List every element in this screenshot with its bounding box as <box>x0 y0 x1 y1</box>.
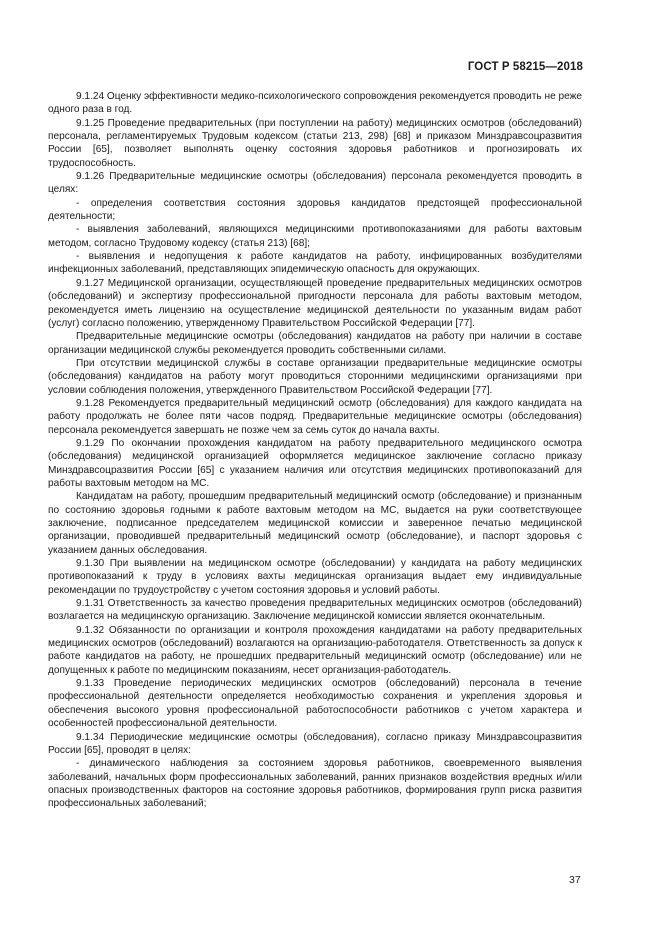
paragraph: 9.1.30 При выявлении на медицинском осмотре (обследовании) у кандидата на работу медицинских противопоказаний к труду в условиях вахты медицинская организация выдает ему индивидуальные рекомендации по трудоустройству с учетом состояния здоровья и условий работы. <box>48 558 582 596</box>
page-number: 37 <box>569 874 581 886</box>
paragraph: 9.1.31 Ответственность за качество проведения предварительных медицинских осмотров (обследований) возлагается на медицинскую организацию. Заключение медицинской комиссии является окончательным. <box>48 598 582 623</box>
list-item: - выявления и недопущения к работе кандидатов на работу, инфицированных возбудителями инфекционных заболеваний, представляющих эпидемическую опасность для окружающих. <box>48 251 582 276</box>
paragraph: 9.1.26 Предварительные медицинские осмотры (обследования) персонала рекомендуется проводить в целях: <box>48 171 582 196</box>
list-item: - динамического наблюдения за состоянием здоровья работников, своевременного выявления заболеваний, начальных форм профессиональных заболеваний, ранних признаков воздействия вредных и/или опасных производственных факторов на состояние здоровья работников, формирования групп риска развития профессиональных заболеваний; <box>48 758 582 810</box>
paragraph: Кандидатам на работу, прошедшим предварительный медицинский осмотр (обследование) и признанным по состоянию здоровья годными к работе вахтовым методом на МС, выдается на руки соответствующее заключение, подписанное председателем медицинской комиссии и заверенное печатью медицинской организации, проводившей предварительный медицинский осмотр (обследование), и паспорт здоровья с указанием данных обследования. <box>48 491 582 556</box>
paragraph: Предварительные медицинские осмотры (обследования) кандидатов на работу при наличии в составе организации медицинской службы рекомендуется проводить собственными силами. <box>48 331 582 356</box>
list-item: - выявления заболеваний, являющихся медицинскими противопоказаниями для работы вахтовым методом, согласно Трудовому кодексу (статья 213) [68]; <box>48 224 582 249</box>
paragraph: 9.1.27 Медицинской организации, осуществляющей проведение предварительных медицинских осмотров (обследований) и экспертизу профессиональной пригодности персонала для работы вахтовым методом, рекомендуется иметь лицензию на осуществление медицинской деятельности по указанным видам работ (услуг) согласно положению, утвержденному Правительством Российской Федерации [77]. <box>48 277 582 329</box>
paragraph: 9.1.32 Обязанности по организации и контроля прохождения кандидатами на работу предварительных медицинских осмотров (обследований) возлагаются на организацию-работодателя. Ответственность за допуск к работе кандидатов на работу, не прошедших предварительный медицинский осмотр (обследование) или не допущенных к работе по медицинским показаниям, несет организация-работодатель. <box>48 624 582 676</box>
document-body <box>48 90 582 811</box>
paragraph: 9.1.29 По окончании прохождения кандидатом на работу предварительного медицинского осмотра (обследования) медицинской организацией оформляется медицинское заключение согласно приказу Минздравсоцразвития России [65] с указанием наличия или отсутствия медицинских противопоказаний для работы вахтовым методом на МС. <box>48 437 582 489</box>
paragraph: 9.1.34 Периодические медицинские осмотры (обследования), согласно приказу Минздравсоцразвития России [65], проводят в целях: <box>48 731 582 756</box>
document-header: ГОСТ Р 58215—2018 <box>467 61 583 73</box>
paragraph: 9.1.24 Оценку эффективности медико-психологического сопровождения рекомендуется проводить не реже одного раза в год. <box>48 91 582 116</box>
paragraph: 9.1.33 Проведение периодических медицинских осмотров (обследований) персонала в течение профессиональной деятельности определяется необходимостью сохранения и укрепления здоровья и обеспечения высокого уровня профессиональной работоспособности работников с учетом характера и особенностей профессиональной деятельности. <box>48 678 582 730</box>
paragraph: При отсутствии медицинской службы в составе организации предварительные медицинские осмотры (обследования) кандидатов на работу могут проводиться сторонними медицинскими организациями при условии соблюдения положения, утвержденного Правительством Российской Федерации [77]. <box>48 357 582 396</box>
paragraph: 9.1.28 Рекомендуется предварительный медицинский осмотр (обследования) для каждого кандидата на работу продолжать не более пяти часов подряд. Предварительные медицинские осмотры (обследования) персонала рекомендуется завершать не позже чем за семь суток до начала вахты. <box>48 397 582 436</box>
list-item: - определения соответствия состояния здоровья кандидатов предстоящей профессиональной деятельности; <box>48 197 582 223</box>
paragraph: 9.1.25 Проведение предварительных (при поступлении на работу) медицинских осмотров (обследований) персонала, регламентируемых Трудовым кодексом (статьи 213, 298) [68] и приказом Минздравсоцразвития России [65], позволяет выполнять оценку состояния здоровья работников и прогнозировать их трудоспособность. <box>48 117 582 169</box>
